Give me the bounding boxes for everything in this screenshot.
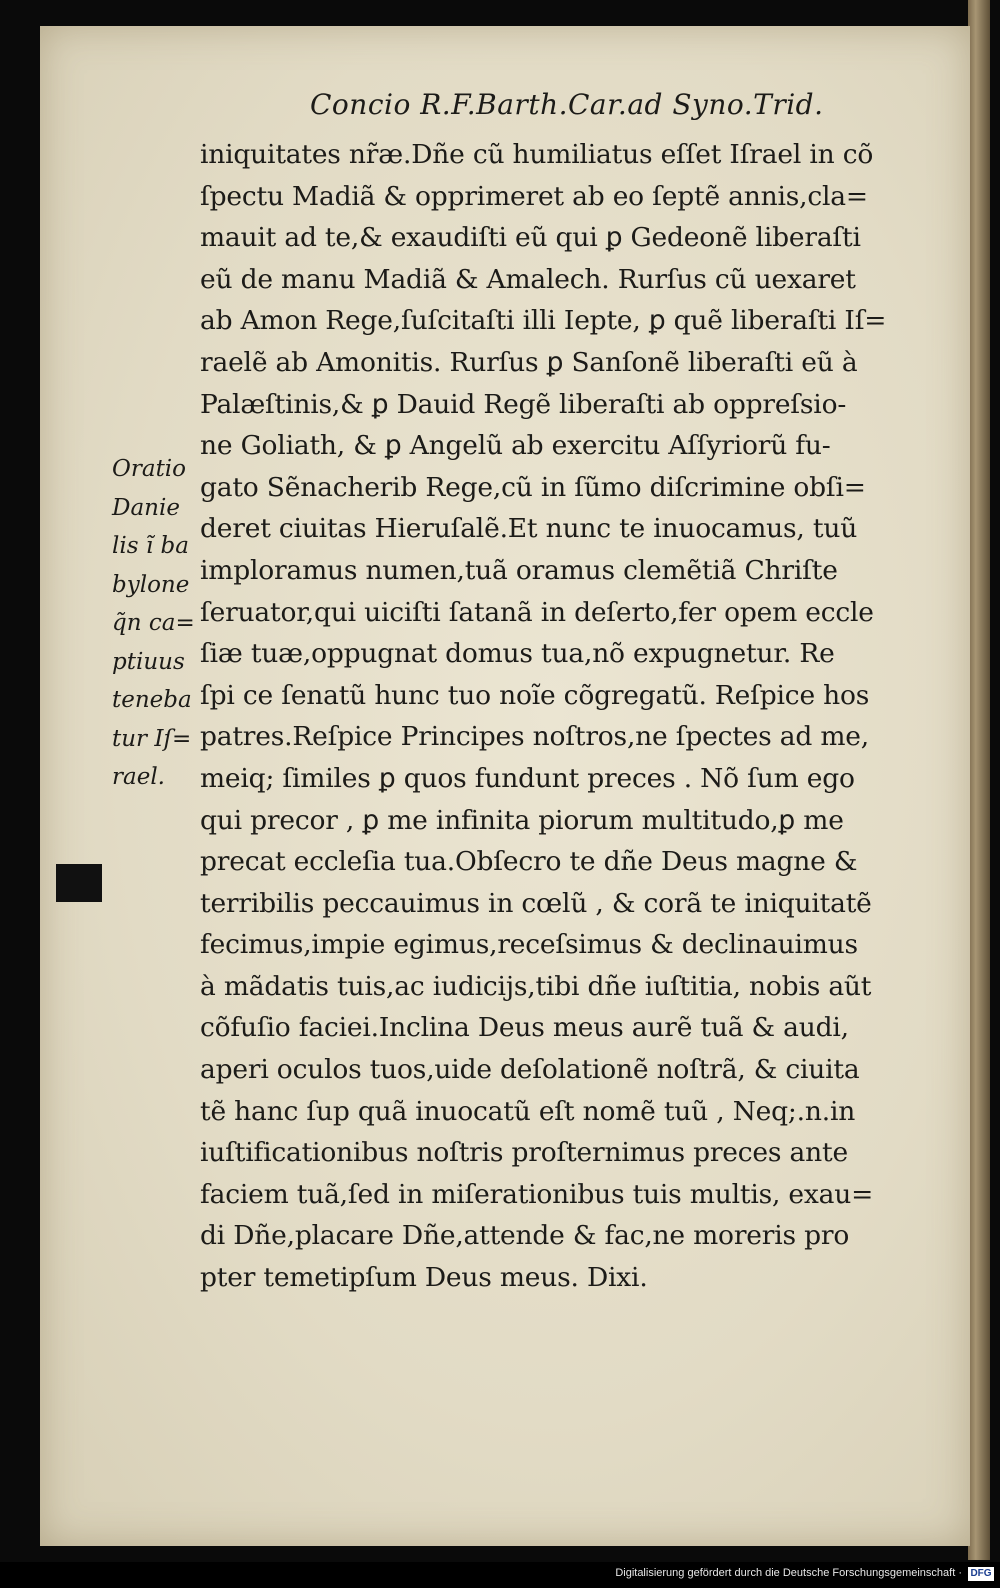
text-line: ne Goliath, & ꝑ Angelũ ab exercitu Aſſyriorũ fu- bbox=[200, 430, 831, 462]
text-line: Palæſtinis,& ꝑ Dauid Regẽ liberaſti ab oppreſsio- bbox=[200, 388, 847, 420]
text-line: à mãdatis tuis,ac iudicijs,tibi dñe iuſtitia, nobis aũt bbox=[200, 970, 872, 1002]
marginal-note-line: rael. bbox=[112, 764, 165, 790]
marginal-note-line: lis ĩ ba bbox=[112, 533, 189, 559]
text-line: pter temetipſum Deus meus. Dixi. bbox=[200, 1262, 648, 1294]
text-line: faciem tuã,ſed in miſerationibus tuis multis, exau= bbox=[200, 1178, 874, 1210]
marginal-note-line: teneba bbox=[112, 687, 192, 713]
text-line: gato Sẽnacherib Rege,cũ in ſũmo diſcrimine obſi= bbox=[200, 471, 866, 503]
text-line: patres.Reſpice Principes noſtros,ne ſpectes ad me, bbox=[200, 721, 870, 753]
text-line: iniquitates nr̃æ.Dñe cũ humiliatus eſſet Iſrael in cõ bbox=[200, 139, 874, 170]
text-line: meiq; ſimiles ꝑ quos fundunt preces . Nõ ſum ego bbox=[200, 762, 855, 794]
marginal-note bbox=[112, 450, 208, 797]
text-line: terribilis peccauimus in cœlũ , & corã te iniquitatẽ bbox=[200, 887, 872, 919]
marginal-note-line: tur Iſ= bbox=[112, 725, 192, 752]
text-line: tẽ hanc ſup quã inuocatũ eſt nomẽ tuũ , Neq;.n.in bbox=[200, 1095, 856, 1127]
text-line: ſeruator,qui uiciſti ſatanã in deſerto,fer opem eccle bbox=[200, 596, 874, 628]
funding-credit: Digitalisierung gefördert durch die Deutsche Forschungsgemeinschaft · bbox=[615, 1567, 962, 1579]
text-line: precat eccleſia tua.Obſecro te dñe Deus magne & bbox=[200, 846, 858, 878]
text-line: deret ciuitas Hieruſalẽ.Et nunc te inuocamus, tuũ bbox=[200, 513, 858, 545]
text-line: iuſtificationibus noſtris proſternimus preces ante bbox=[200, 1137, 848, 1169]
text-line: ſiæ tuæ,oppugnat domus tua,nõ expugnetur. Re bbox=[200, 638, 835, 670]
text-line: ab Amon Rege,ſuſcitaſti illi Iepte, ꝑ quẽ liberaſti Iſ= bbox=[200, 305, 887, 337]
text-line: fecimus,impie egimus,receſsimus & declinauimus bbox=[200, 929, 858, 961]
text-line: cõfuſio faciei.Inclina Deus meus aurẽ tuã & audi, bbox=[200, 1012, 849, 1044]
text-line: qui precor , ꝑ me infinita piorum multitudo,ꝑ me bbox=[200, 804, 844, 836]
text-line: eũ de manu Madiã & Amalech. Rurſus cũ uexaret bbox=[200, 263, 856, 295]
dfg-logo-icon: DFG bbox=[968, 1567, 994, 1581]
marginal-note-line: q̃n ca= bbox=[112, 610, 195, 636]
text-line: di Dñe,placare Dñe,attende & fac,ne moreris pro bbox=[200, 1220, 850, 1252]
page-tab-marker bbox=[56, 864, 102, 902]
text-line: imploramus numen,tuã oramus clemẽtiã Chriſte bbox=[200, 554, 838, 586]
marginal-note-line: Oratio bbox=[112, 456, 187, 482]
marginal-note-line: bylone bbox=[112, 571, 190, 598]
text-line: ſpi ce ſenatũ hunc tuo noĩe cõgregatũ. Reſpice hos bbox=[200, 679, 870, 711]
marginal-note-line: Danie bbox=[112, 494, 180, 521]
marginal-note-line: ptiuus bbox=[112, 648, 185, 675]
book-edge bbox=[968, 0, 990, 1560]
text-line: mauit ad te,& exaudiſti eũ qui ꝑ Gedeonẽ liberaſti bbox=[200, 222, 861, 254]
text-line: aperi oculos tuos,uide deſolationẽ noſtrã, & ciuita bbox=[200, 1054, 860, 1086]
body-text bbox=[200, 134, 932, 1299]
text-line: raelẽ ab Amonitis. Rurſus ꝑ Sanſonẽ liberaſti eũ à bbox=[200, 346, 858, 378]
footer-bar bbox=[0, 1562, 1000, 1588]
running-head: Concio R.F.Barth.Car.ad Syno.Trid. bbox=[310, 88, 824, 121]
book-page bbox=[40, 26, 970, 1546]
text-line: ſpectu Madiã & opprimeret ab eo ſeptẽ annis,cla= bbox=[200, 180, 868, 212]
